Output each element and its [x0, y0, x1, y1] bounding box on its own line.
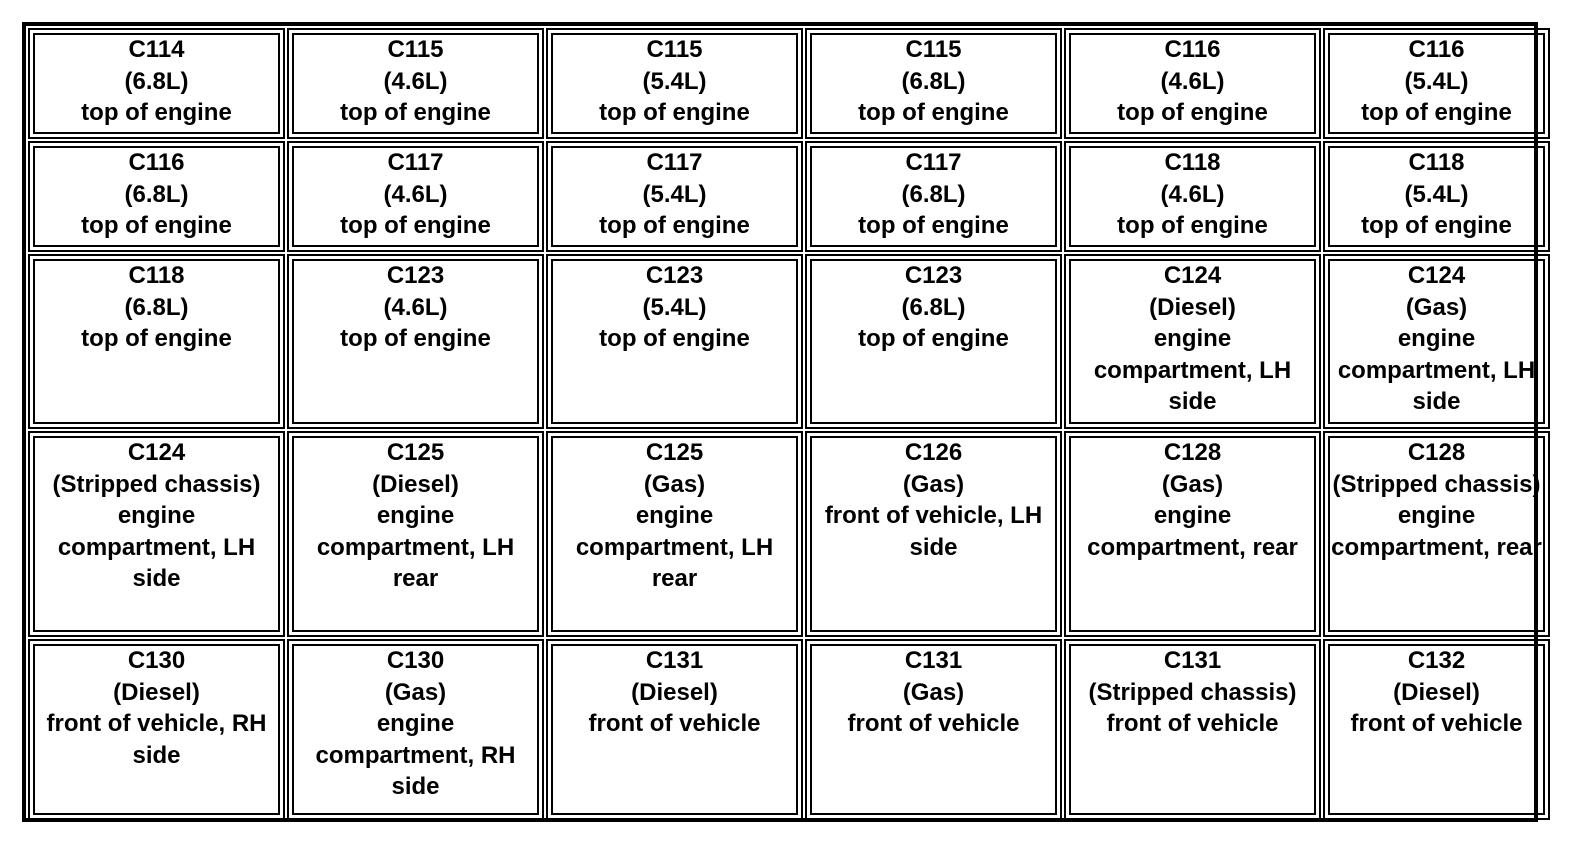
connector-location: top of engine: [599, 325, 750, 352]
connector-code: C131: [904, 647, 963, 674]
table-cell: [805, 28, 1062, 139]
table-cell: [1323, 431, 1550, 637]
connector-location: top of engine: [1361, 99, 1512, 126]
connector-location: engine compartment, LH side: [1093, 325, 1292, 415]
table-cell: [546, 639, 803, 820]
connector-code: C124: [1407, 262, 1466, 289]
connector-code: C123: [386, 262, 445, 289]
table-cell: [287, 254, 544, 429]
table-cell: [1323, 28, 1550, 139]
connector-variant: (Gas): [643, 470, 706, 498]
connector-variant: (4.6L): [383, 180, 448, 208]
connector-code: C128: [1163, 439, 1222, 466]
connector-code: C125: [386, 439, 445, 466]
connector-code: C115: [387, 36, 444, 63]
connector-location: top of engine: [340, 325, 491, 352]
connector-location: top of engine: [1361, 212, 1512, 239]
table-cell: [287, 28, 544, 139]
table-cell: [805, 254, 1062, 429]
connector-code: C116: [128, 149, 185, 176]
table-cell: [546, 141, 803, 252]
connector-variant: (4.6L): [383, 67, 448, 95]
table-cell: [287, 639, 544, 820]
table-cell: [1323, 639, 1550, 820]
connector-variant: (Gas): [1405, 293, 1468, 321]
connector-code: C115: [646, 36, 703, 63]
table-cell: [805, 431, 1062, 637]
connector-variant: (6.8L): [124, 67, 189, 95]
connector-location: front of vehicle: [847, 710, 1020, 737]
table-cell: [805, 141, 1062, 252]
connector-variant: (Diesel): [1149, 293, 1236, 321]
table-cell: [1323, 254, 1550, 429]
connector-location: front of vehicle: [1106, 710, 1279, 737]
connector-location: top of engine: [599, 99, 750, 126]
connector-location: engine compartment, rear: [1331, 502, 1542, 561]
connector-code: C124: [1163, 262, 1222, 289]
connector-variant: (6.8L): [124, 293, 189, 321]
connector-variant: (Stripped chassis): [1088, 678, 1297, 706]
connector-code: C116: [1408, 36, 1465, 63]
connector-location: engine compartment, LH rear: [316, 502, 515, 592]
connector-code: C123: [904, 262, 963, 289]
connector-code: C130: [386, 647, 445, 674]
connector-location: top of engine: [81, 99, 232, 126]
connector-code: C125: [645, 439, 704, 466]
connector-code: C128: [1407, 439, 1466, 466]
connector-location: engine compartment, LH side: [1337, 325, 1536, 415]
connector-location: top of engine: [858, 212, 1009, 239]
table-cell: [805, 639, 1062, 820]
connector-variant: (Stripped chassis): [52, 470, 261, 498]
connector-code: C130: [127, 647, 186, 674]
table-cell: [1064, 141, 1321, 252]
table-cell: [1323, 141, 1550, 252]
connector-variant: (5.4L): [642, 180, 707, 208]
connector-location: top of engine: [599, 212, 750, 239]
connector-code: C118: [1164, 149, 1221, 176]
connector-location: engine compartment, LH side: [57, 502, 256, 592]
table-cell: [1064, 28, 1321, 139]
connector-location: front of vehicle, LH side: [824, 502, 1043, 561]
connector-variant: (Diesel): [113, 678, 200, 706]
connector-variant: (6.8L): [901, 180, 966, 208]
connector-code: C117: [905, 149, 962, 176]
table-cell: [546, 254, 803, 429]
table-cell: [287, 431, 544, 637]
connector-variant: (6.8L): [901, 67, 966, 95]
connector-variant: (6.8L): [901, 293, 966, 321]
connector-code: C117: [646, 149, 703, 176]
connector-location: top of engine: [340, 212, 491, 239]
connector-variant: (4.6L): [1160, 180, 1225, 208]
connector-variant: (Diesel): [1393, 678, 1480, 706]
table-cell: [287, 141, 544, 252]
table-cell: [1064, 639, 1321, 820]
table-cell: [1064, 254, 1321, 429]
connector-grid: [28, 28, 1542, 816]
connector-code: C126: [904, 439, 963, 466]
table-cell: [546, 28, 803, 139]
connector-location: front of vehicle: [588, 710, 761, 737]
connector-code: C116: [1164, 36, 1221, 63]
connector-code: C123: [645, 262, 704, 289]
connector-location: top of engine: [81, 212, 232, 239]
connector-location: engine compartment, RH side: [315, 710, 516, 800]
connector-variant: (5.4L): [1404, 180, 1469, 208]
connector-variant: (4.6L): [1160, 67, 1225, 95]
connector-location: front of vehicle: [1350, 710, 1523, 737]
connector-location: top of engine: [858, 325, 1009, 352]
connector-variant: (Gas): [902, 470, 965, 498]
connector-variant: (5.4L): [642, 293, 707, 321]
table-cell: [28, 431, 285, 637]
connector-code: C118: [1408, 149, 1465, 176]
table-cell: [1064, 431, 1321, 637]
connector-code: C117: [387, 149, 444, 176]
connector-variant: (Gas): [902, 678, 965, 706]
connector-variant: (5.4L): [642, 67, 707, 95]
connector-location: top of engine: [858, 99, 1009, 126]
connector-code: C131: [645, 647, 704, 674]
table-cell: [546, 431, 803, 637]
connector-variant: (4.6L): [383, 293, 448, 321]
connector-variant: (Diesel): [372, 470, 459, 498]
connector-location: top of engine: [81, 325, 232, 352]
connector-variant: (Gas): [1161, 470, 1224, 498]
connector-code: C115: [905, 36, 962, 63]
table-cell: [28, 141, 285, 252]
connector-variant: (Stripped chassis): [1332, 470, 1541, 498]
table-cell: [28, 639, 285, 820]
connector-location: top of engine: [1117, 212, 1268, 239]
connector-location: front of vehicle, RH side: [46, 710, 267, 769]
connector-code: C114: [128, 36, 185, 63]
connector-code: C132: [1407, 647, 1466, 674]
connector-location-table: [22, 22, 1542, 822]
connector-code: C131: [1163, 647, 1222, 674]
table-cell: [28, 28, 285, 139]
connector-location: engine compartment, LH rear: [575, 502, 774, 592]
connector-variant: (Gas): [384, 678, 447, 706]
connector-location: top of engine: [340, 99, 491, 126]
connector-location: top of engine: [1117, 99, 1268, 126]
connector-location: engine compartment, rear: [1087, 502, 1298, 561]
table-cell: [28, 254, 285, 429]
connector-variant: (Diesel): [631, 678, 718, 706]
connector-code: C124: [127, 439, 186, 466]
connector-variant: (6.8L): [124, 180, 189, 208]
connector-code: C118: [128, 262, 185, 289]
connector-variant: (5.4L): [1404, 67, 1469, 95]
